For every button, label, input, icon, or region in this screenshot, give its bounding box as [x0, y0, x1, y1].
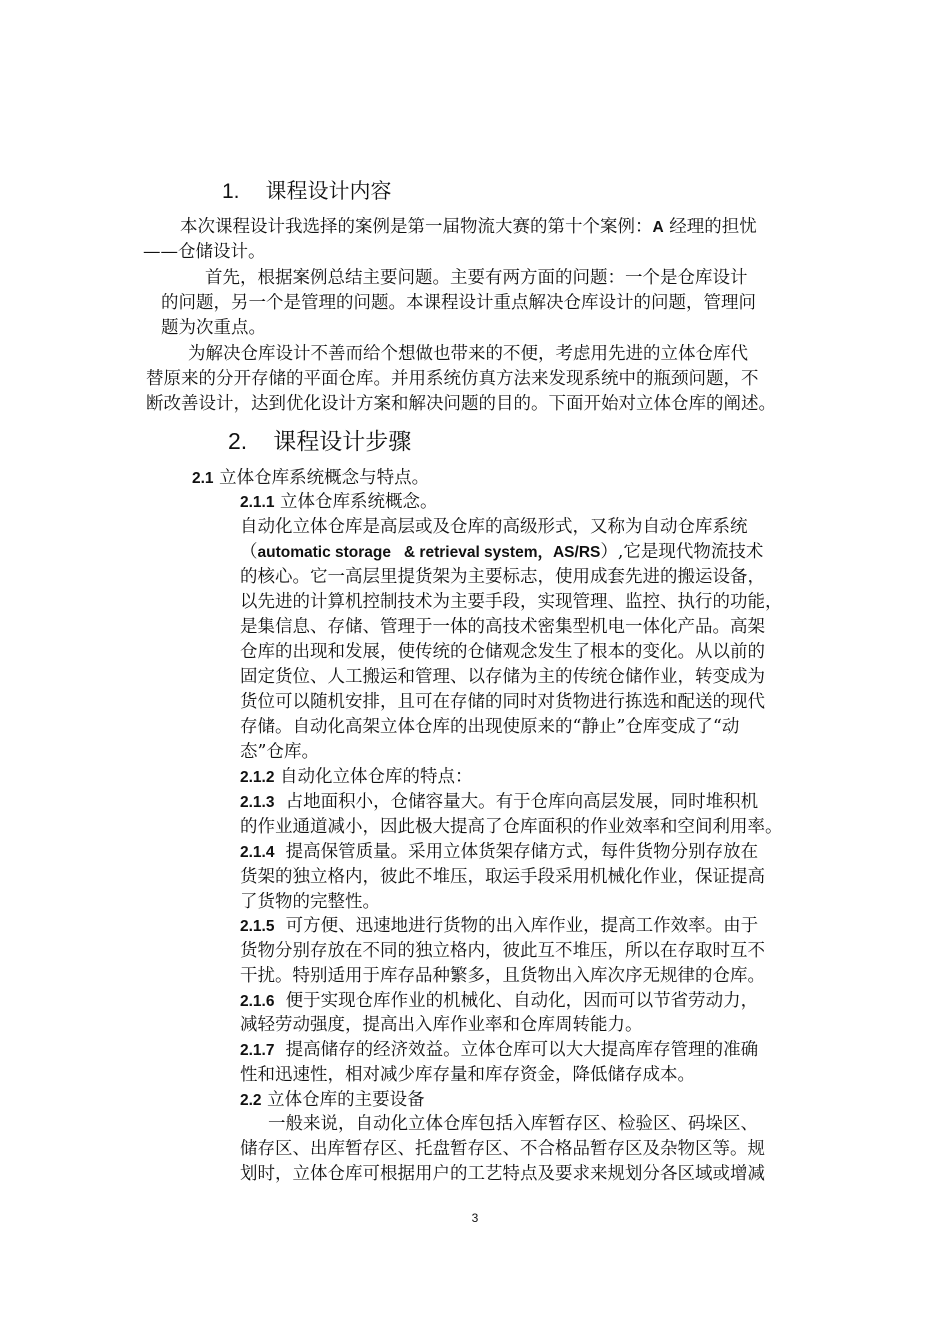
feature-item: [240, 1038, 758, 1063]
section-title: 课程设计内容: [265, 179, 392, 203]
paragraph-line: 的作业通道减小，因此极大提高了仓库面积的作业效率和空间利用率。: [240, 817, 783, 837]
item-text: 便于实现仓库作业的机械化、自动化，因而可以节省劳动力，: [274, 991, 759, 1011]
subsection-heading: [240, 765, 473, 790]
text-run: A: [652, 219, 664, 236]
subsection-title: 立体仓库系统概念与特点。: [213, 468, 430, 488]
subsection-title: 立体仓库系统概念。: [274, 492, 438, 512]
paragraph-line: 性和迅速性，相对减少库存量和库存资金，降低储存成本。: [240, 1065, 695, 1085]
paragraph-line: 以先进的计算机控制技术为主要手段，实现管理、监控、执行的功能，: [240, 592, 783, 612]
item-text: 占地面积小，仓储容量大。有于仓库向高层发展，同时堆积机: [274, 792, 759, 812]
text-run: 本次课程设计我选择的案例是第一届物流大赛的第十个案例：: [180, 217, 653, 237]
paragraph-line: 干扰。特别适用于库存品种繁多，且货物出入库次序无规律的仓库。: [240, 966, 765, 986]
item-number: 2.1.3: [240, 794, 275, 811]
paragraph-line: [240, 540, 763, 565]
subsection-title: 立体仓库的主要设备: [261, 1090, 425, 1110]
item-number: 2.1.6: [240, 993, 275, 1010]
section-heading-1: [222, 177, 392, 206]
paragraph-line: 货物分别存放在不同的独立格内，彼此互不堆压，所以在存取时互不: [240, 941, 765, 961]
subsection-number: 2.1.1: [240, 494, 275, 511]
feature-item: [240, 840, 758, 865]
text-run: ）,它是现代物流技术: [600, 542, 764, 562]
subsection-title: 自动化立体仓库的特点：: [274, 767, 473, 787]
item-text: 提高保管质量。采用立体货架存储方式，每件货物分别存放在: [274, 842, 759, 862]
item-text: 提高储存的经济效益。立体仓库可以大大提高库存管理的准确: [274, 1040, 759, 1060]
page-number: 3: [471, 1211, 479, 1225]
text-run: automatic storage & retrieval system，AS/RS: [257, 544, 601, 561]
paragraph-line: 替原来的分开存储的平面仓库。并用系统仿真方法来发现系统中的瓶颈问题，不: [146, 369, 759, 389]
section-number: 2.: [228, 428, 248, 454]
paragraph-line: 态”仓库。: [240, 742, 319, 762]
paragraph-line: 自动化立体仓库是高层或及仓库的高级形式，又称为自动仓库系统: [240, 517, 748, 537]
paragraph-line: 了货物的完整性。: [240, 892, 380, 912]
paragraph-line: 是集信息、存储、管理于一体的高技术密集型机电一体化产品。高架: [240, 617, 765, 637]
paragraph-line: 为解决仓库设计不善而给个想做也带来的不便，考虑用先进的立体仓库代: [188, 344, 748, 364]
paragraph-line: [180, 215, 757, 240]
paragraph-line: 货位可以随机安排，且可在存储的同时对货物进行拣选和配送的现代: [240, 692, 765, 712]
subsection-number: 2.1: [192, 470, 214, 487]
feature-item: [240, 989, 758, 1014]
paragraph-line: 一般来说，自动化立体仓库包括入库暂存区、检验区、码垛区、: [268, 1114, 758, 1134]
subsection-heading: [240, 490, 438, 515]
paragraph-line: 存储。自动化高架立体仓库的出现使原来的“静止”仓库变成了“动: [240, 717, 740, 737]
paragraph-line: 断改善设计，达到优化设计方案和解决问题的目的。下面开始对立体仓库的阐述。: [146, 394, 776, 414]
paragraph-line: ——仓储设计。: [143, 242, 266, 262]
paragraph-line: 货架的独立格内，彼此不堆压，取运手段采用机械化作业，保证提高: [240, 867, 765, 887]
item-number: 2.1.4: [240, 844, 275, 861]
feature-item: [240, 790, 758, 815]
paragraph-line: 的问题，另一个是管理的问题。本课程设计重点解决仓库设计的问题，管理问: [161, 293, 756, 313]
section-heading-2: [228, 426, 411, 457]
item-text: 可方便、迅速地进行货物的出入库作业，提高工作效率。由于: [274, 916, 759, 936]
paragraph-line: 题为次重点。: [161, 318, 266, 338]
subsection-number: 2.1.2: [240, 769, 275, 786]
subsection-number: 2.2: [240, 1092, 262, 1109]
section-title: 课程设计步骤: [273, 429, 412, 455]
paragraph-line: 首先，根据案例总结主要问题。主要有两方面的问题：一个是仓库设计: [205, 268, 748, 288]
text-run: （: [240, 542, 258, 562]
paragraph-line: 划时，立体仓库可根据用户的工艺特点及要求来规划分各区域或增减: [240, 1164, 765, 1184]
section-number: 1.: [222, 180, 240, 203]
item-number: 2.1.5: [240, 918, 275, 935]
paragraph-line: 的核心。它一高层里提货架为主要标志，使用成套先进的搬运设备，: [240, 567, 765, 587]
item-number: 2.1.7: [240, 1042, 275, 1059]
feature-item: [240, 914, 758, 939]
paragraph-line: 固定货位、人工搬运和管理、以存储为主的传统仓储作业，转变成为: [240, 667, 765, 687]
subsection-heading: [240, 1088, 425, 1113]
subsection-heading: [192, 466, 429, 491]
text-run: 经理的担忧: [663, 217, 757, 237]
paragraph-line: 储存区、出库暂存区、托盘暂存区、不合格品暂存区及杂物区等。规: [240, 1139, 765, 1159]
paragraph-line: 仓库的出现和发展，使传统的仓储观念发生了根本的变化。从以前的: [240, 642, 765, 662]
paragraph-line: 减轻劳动强度，提高出入库作业率和仓库周转能力。: [240, 1015, 643, 1035]
